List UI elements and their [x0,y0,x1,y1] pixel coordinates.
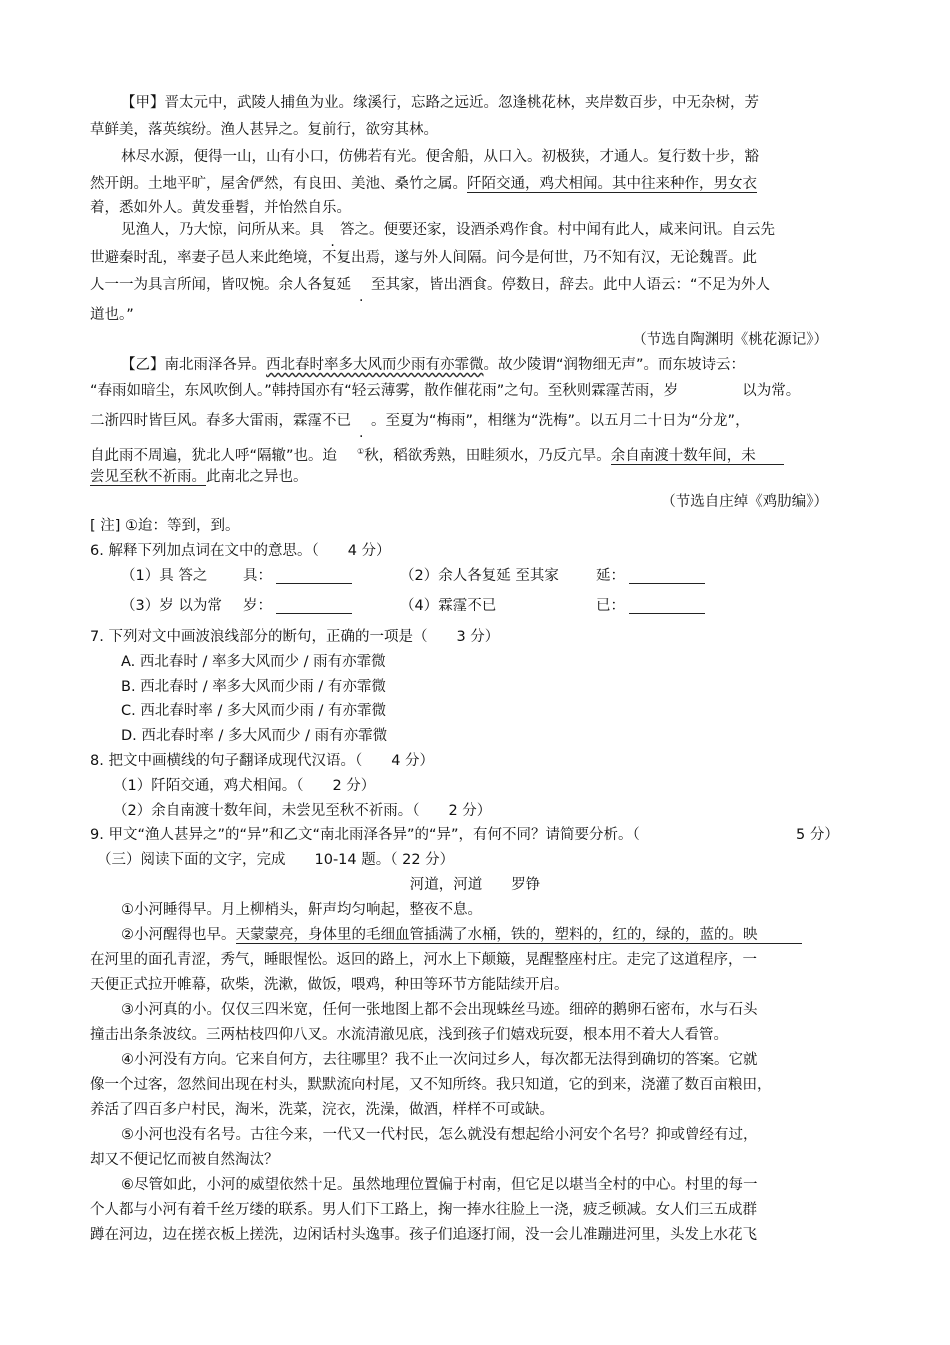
jia-p3-line1 [121,220,775,240]
jia-source: （节选自陶渊明《桃花源记》） [632,332,828,348]
answer-label: 岁： [243,598,272,614]
yi-source: （节选自庄绰《鸡肋编》） [661,494,828,510]
text-run: 映 [743,927,802,944]
underlined-sentence-2b: 尝见至秋不祈雨。 [90,469,206,485]
essay-p5-line1: ⑤小河也没有名号。古往今来，一代又一代村民，怎么就没有想起给小河安个名号？抑或曾经有过， [121,1127,758,1143]
q6-item-4: （4）霖霪不已 [400,598,497,614]
answer-blank[interactable] [629,569,705,584]
text-run: 以为常。 [742,383,801,399]
q8-stem: 8. 把文中画横线的句子翻译成现代汉语。（ 4 分） [90,753,435,769]
wavy-underlined-sentence: 西北春时率多大风而少雨有亦霏微 [266,357,484,373]
text-run: 秋，稻欲秀熟，田畦须水，乃反亢旱。 [364,447,611,464]
underlined-sentence-1: 阡陌交通，鸡犬相闻。 [467,176,612,192]
text-run: 至其家，皆出酒食。停数日，辞去。此中人语云：“不足为外人 [371,277,771,293]
answer-label: 具： [243,568,272,584]
q6-answer-2 [596,566,705,586]
essay-p4-line3: 养活了四百多户村民，淘米，洗菜，浣衣，洗澡，做酒，样样不可或缺。 [90,1102,554,1118]
answer-blank[interactable] [276,569,352,584]
text-run: 。至夏为“梅雨”，相继为“洗梅”。以五月二十日为“分龙”， [371,413,750,429]
text-run: 此南北之异也。 [206,469,308,485]
footnote-marker: ① [357,447,365,456]
q6-item-2: （2）余人各复延 至其家 [400,568,559,584]
q6-item-1: （1）具 答之 [121,568,208,584]
underlined-sentence: 天蒙蒙亮，身体里的毛细血管插满了水桶，铁的，塑料的，红的，绿的，蓝的。 [235,927,743,943]
yi-line4 [90,442,784,466]
q8-item-1: （1）阡陌交通，鸡犬相闻。（ 2 分） [113,778,376,794]
essay-p3-line2: 撞击出条条波纹。三两枯枝四仰八叉。水流清澈见底，浅到孩子们嬉戏玩耍，根本用不着大人看管。 [90,1027,728,1043]
answer-label: 已： [596,598,625,614]
q6-item-3: （3）岁 以为常 [121,598,222,614]
essay-p4-line2: 像一个过客，忽然间出现在村头，默默流向村尾，又不知所终。我只知道，它的到来，浇灌了数百亩粮田， [90,1077,772,1093]
section3-heading: （三）阅读下面的文字，完成 10-14 题。（ 22 分） [97,852,455,868]
underlined-sentence-2a: 余自南渡十数年间，未 [611,448,784,465]
q9-score: 5 分） [796,827,839,843]
jia-p3-line2: 世避秦时乱，率妻子邑人来此绝境，不复出焉，遂与外人间隔。问今是何世，乃不知有汉，无论魏晋。此 [90,250,757,266]
emphasis-dot [324,222,340,238]
q6-answer-1 [243,566,352,586]
q6-answer-4 [596,596,705,616]
essay-p2-line3: 天便正式拉开帷幕，砍柴，洗漱，做饭，喂鸡，种田等环节方能陆续开启。 [90,977,569,993]
q9-stem: 9. 甲文“渔人甚异之”的“异”和乙文“南北雨泽各异”的“异”，有何不同？请简要分析。（ [90,827,640,843]
q7-option-b[interactable]: B. 西北春时 / 率多大风而少雨 / 有亦霏微 [121,679,386,695]
text-run: ②小河醒得也早。 [121,927,236,943]
q7-option-d[interactable]: D. 西北春时率 / 多大风而少 / 雨有亦霏微 [121,728,388,744]
q7-option-c[interactable]: C. 西北春时率 / 多大风而少雨 / 有亦霏微 [121,703,387,719]
answer-blank[interactable] [276,599,352,614]
essay-p3-line1: ③小河真的小。仅仅三四米宽，任何一张地图上都不会出现蛛丝马迹。细碎的鹅卵石密布，水与石头 [121,1002,758,1018]
q8-item-2: （2）余自南渡十数年间，未尝见至秋不祈雨。（ 2 分） [113,803,492,819]
answer-blank[interactable] [629,599,705,614]
yi-line5 [90,467,308,487]
jia-p2-line1: 林尽水源，便得一山，山有小口，仿佛若有光。便舍船，从口入。初极狭，才通人。复行数十步，豁 [121,149,759,165]
q6-answer-3 [243,596,352,616]
essay-p2-line2: 在河里的面孔青涩，秀气，睡眼惺忪。返回的路上，河水上下颠簸，晃醒整座村庄。走完了这道程序，一 [90,952,757,968]
text-run: 人一一为具言所闻，皆叹惋。余人各复延 [90,277,351,293]
text-run: 然开朗。土地平旷，屋舍俨然，有良田、美池、桑竹之属。 [90,176,467,192]
essay-title: 河道，河道 罗铮 [409,877,541,893]
jia-p1-line1: 【甲】晋太元中，武陵人捕鱼为业。缘溪行，忘路之远近。忽逢桃花林，夹岸数百步，中无杂树，芳 [121,95,759,111]
yi-line1 [121,355,745,375]
text-run: 自此雨不周遍，犹北人呼“隔辙”也。迨 [90,447,338,464]
answer-label: 延： [596,568,625,584]
text-run: 【乙】南北雨泽各异。 [121,357,266,373]
text-run: 见渔人，乃大惊，问所从来。具 [121,222,324,238]
jia-p2-line2 [90,174,757,194]
essay-p6-line3: 蹲在河边，边在搓衣板上搓洗，边闲话村头逸事。孩子们追逐打闹，没一会儿准蹦进河里，头发上水花飞 [90,1227,757,1243]
essay-p4-line1: ④小河没有方向。它来自何方，去往哪里？我不止一次问过乡人，每次都无法得到确切的答案。它就 [121,1052,758,1068]
text-run: 二浙四时皆巨风。春多大雷雨，霖霪不已 [90,413,351,429]
essay-p6-line2: 个人都与小河有着千丝万缕的联系。男人们下工路上，掬一捧水往脸上一浇，疲乏顿减。女人们三五成群 [90,1202,757,1218]
text-run: “春雨如暗尘，东风吹倒人。”韩持国亦有“轻云薄雾，散作催花雨”之句。至秋则霖霪苦雨，岁 [90,383,679,399]
q7-stem: 7. 下列对文中画波浪线部分的断句，正确的一项是（ 3 分） [90,629,500,645]
jia-p2-line3: 着，悉如外人。黄发垂髫，并怡然自乐。 [90,200,351,216]
essay-p1: ①小河睡得早。月上柳梢头，鼾声均匀响起，整夜不息。 [121,902,482,918]
q7-option-a[interactable]: A. 西北春时 / 率多大风而少 / 雨有亦霏微 [121,654,386,670]
jia-p3-line4: 道也。” [90,307,134,323]
essay-p2-line1 [121,925,802,945]
text-run: 答之。便要还家，设酒杀鸡作食。村中闻有此人，咸来问讯。自云先 [340,222,775,238]
jia-p1-line2: 草鲜美，落英缤纷。渔人甚异之。复前行，欲穷其林。 [90,122,438,138]
jia-p3-line3 [90,275,770,295]
essay-p5-line2: 却又不便记忆而被自然淘汰？ [90,1152,279,1168]
yi-line2 [90,381,800,401]
q6-stem: 6. 解释下列加点词在文中的意思。（ 4 分） [90,543,391,559]
yi-line3 [90,411,750,431]
footnote: [ 注] ①迨：等到，到。 [90,518,240,534]
essay-p6-line1: ⑥尽管如此，小河的威望依然十足。虽然地理位置偏于村南，但它足以堪当全村的中心。村里的每一 [121,1177,758,1193]
emphasis-dot [351,413,371,429]
text-run: 其中往来种作，男女衣 [612,176,757,192]
emphasis-dot [351,277,371,293]
text-run: 。故少陵谓“润物细无声”。而东坡诗云： [483,357,746,373]
